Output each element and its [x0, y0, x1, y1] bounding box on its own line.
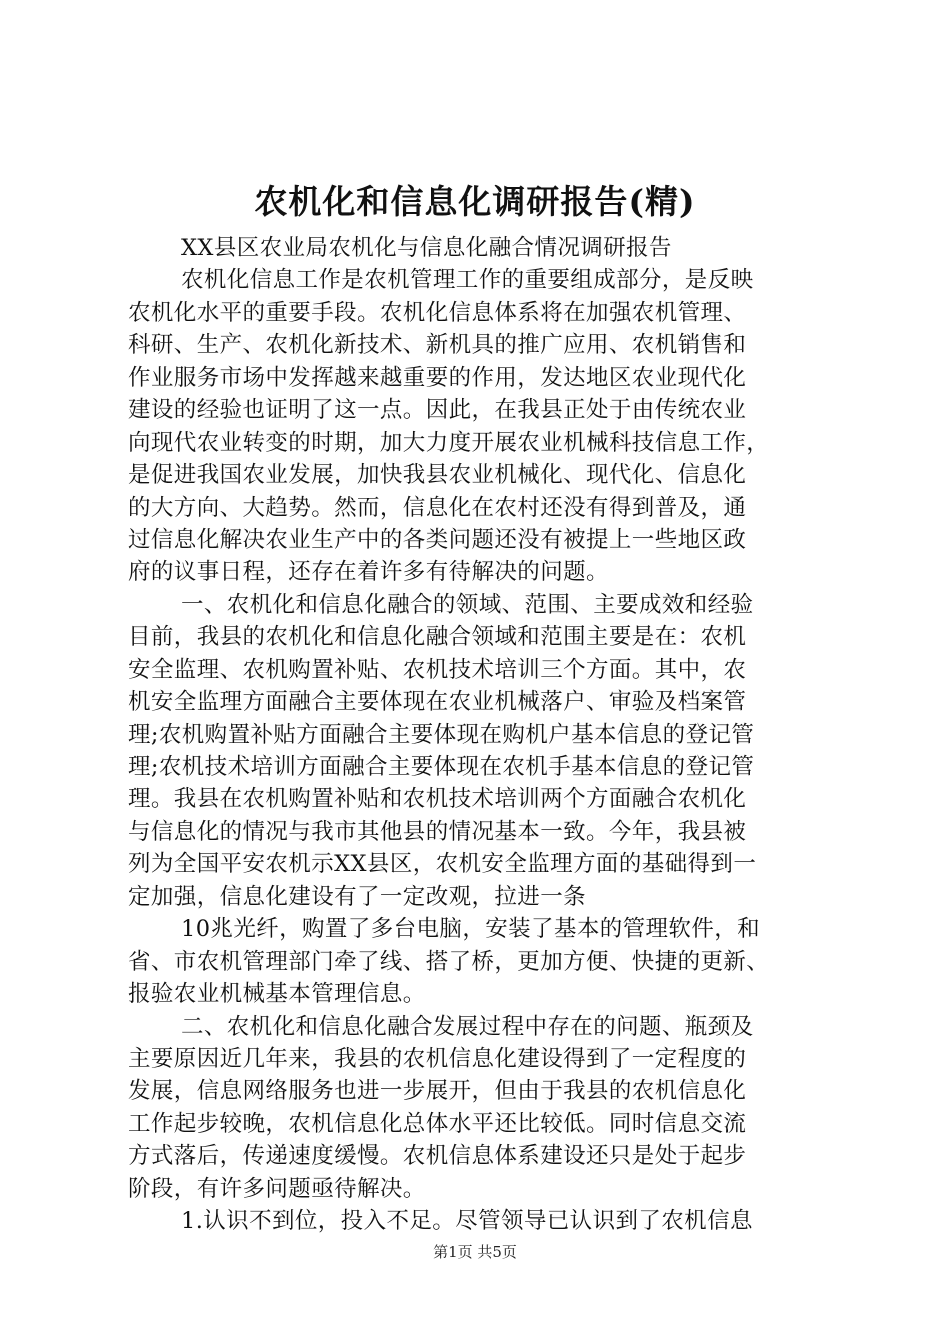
body-text-line: 农机化信息工作是农机管理工作的重要组成部分，是反映 — [181, 267, 754, 294]
document-body — [128, 232, 830, 1238]
body-text-line: 1.认识不到位，投入不足。尽管领导已认识到了农机信息 — [181, 1208, 753, 1235]
body-text-line: 方式落后，传递速度缓慢。农机信息体系建设还只是处于起步 — [128, 1143, 747, 1170]
body-text-line: 10兆光纤，购置了多台电脑，安装了基本的管理软件，和 — [181, 916, 761, 943]
body-text-line: 主要原因近几年来，我县的农机信息化建设得到了一定程度的 — [128, 1045, 747, 1072]
body-text-line: 是促进我国农业发展，加快我县农业机械化、现代化、信息化 — [128, 462, 747, 489]
body-text-line: 的大方向、大趋势。然而，信息化在农村还没有得到普及，通 — [128, 494, 747, 521]
document-title: 农机化和信息化调研报告(精) — [254, 182, 696, 221]
body-text-line: 阶段，有许多问题亟待解决。 — [128, 1175, 426, 1202]
body-text-line: 定加强，信息化建设有了一定改观，拉进一条 — [128, 883, 587, 910]
body-text-line: 向现代农业转变的时期，加大力度开展农业机械科技信息工作， — [128, 429, 770, 456]
page-number-footer: 第1页 共5页 — [433, 1243, 517, 1261]
body-text-line: 工作起步较晚，农机信息化总体水平还比较低。同时信息交流 — [128, 1110, 747, 1137]
body-text-line: 科研、生产、农机化新技术、新机具的推广应用、农机销售和 — [128, 332, 747, 359]
body-text-line: 列为全国平安农机示XX县区，农机安全监理方面的基础得到一 — [128, 851, 757, 878]
body-text-line: XX县区农业局农机化与信息化融合情况调研报告 — [181, 235, 672, 261]
body-text-line: 安全监理、农机购置补贴、农机技术培训三个方面。其中，农 — [128, 656, 747, 683]
body-text-line: 理。我县在农机购置补贴和农机技术培训两个方面融合农机化 — [128, 786, 747, 813]
body-text-line: 理;农机技术培训方面融合主要体现在农机手基本信息的登记管 — [128, 754, 755, 780]
body-text-line: 与信息化的情况与我市其他县的情况基本一致。今年，我县被 — [128, 818, 747, 845]
body-text-line: 作业服务市场中发挥越来越重要的作用，发达地区农业现代化 — [128, 364, 747, 391]
body-text-line: 府的议事日程，还存在着许多有待解决的问题。 — [128, 559, 609, 586]
body-text-line: 报验农业机械基本管理信息。 — [128, 981, 426, 1008]
body-text-line: 省、市农机管理部门牵了线、搭了桥，更加方便、快捷的更新、 — [128, 948, 770, 975]
body-text-line: 理;农机购置补贴方面融合主要体现在购机户基本信息的登记管 — [128, 721, 755, 748]
body-text-line: 一、农机化和信息化融合的领域、范围、主要成效和经验 — [181, 591, 754, 618]
body-text-line: 发展，信息网络服务也进一步展开，但由于我县的农机信息化 — [128, 1078, 747, 1105]
body-text-line: 建设的经验也证明了这一点。因此，在我县正处于由传统农业 — [128, 397, 747, 424]
body-text-line: 过信息化解决农业生产中的各类问题还没有被提上一些地区政 — [128, 526, 747, 553]
body-text-line: 农机化水平的重要手段。农机化信息体系将在加强农机管理、 — [128, 299, 747, 326]
body-text-line: 机安全监理方面融合主要体现在农业机械落户、审验及档案管 — [128, 689, 747, 716]
body-text-line: 目前，我县的农机化和信息化融合领域和范围主要是在：农机 — [128, 624, 747, 651]
body-text-line: 二、农机化和信息化融合发展过程中存在的问题、瓶颈及 — [181, 1013, 754, 1040]
